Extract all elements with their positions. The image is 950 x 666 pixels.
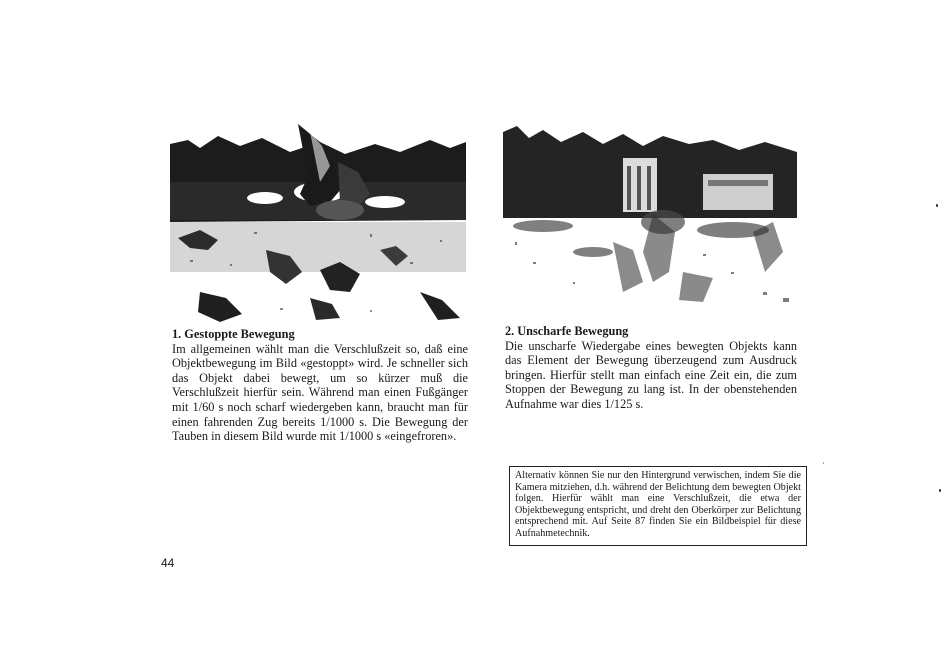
scan-speck (939, 489, 941, 492)
section-body: Im allgemeinen wählt man die Verschlußzeit so, daß eine Objektbewegung im Bild «gestoppt» wird. Je schneller sich das Objekt dabei bewegt, um so kürzer muß die Verschlußzeit hierfür sein. Während man einen Fußgänger mit 1/60 s noch scharf wiedergeben kann, braucht man für einen fahrenden Zug bereits 1/1000 s. Die Bewegung der Tauben in diesem Bild wurde mit 1/1000 s «eingefroren». (172, 341, 468, 444)
section-body: Die unscharfe Wiedergabe eines bewegten Objekts kann das Element der Bewegung überzeugend zum Ausdruck bringen. Hierfür stellt man einfach eine Zeit ein, die zum Stoppen der Bewegung zu lang ist. In der obenstehenden Aufnahme war dies 1/125 s. (505, 338, 797, 411)
section-heading: 1. Gestoppte Bewegung (172, 327, 295, 341)
section-blurred-motion (505, 324, 797, 412)
section-stopped-motion (172, 327, 468, 444)
section-heading: 2. Unscharfe Bewegung (505, 324, 629, 338)
scan-speck (936, 204, 938, 207)
photo-blurred-pigeons (503, 122, 797, 312)
page-number: 44 (161, 556, 175, 570)
photo-frozen-pigeons (170, 122, 466, 322)
scan-speck (823, 462, 824, 464)
info-box: Alternativ können Sie nur den Hintergrund verwischen, indem Sie die Kamera mitziehen, d.h. während der Belichtung dem bewegten Objekt folgen. Hierfür wählt man eine Verschlußzeit, die etwa der Objektbewegung entspricht, und dreht den Oberkörper zur Belichtung entsprechend mit. Auf Seite 87 finden Sie ein Bildbeispiel für diese Aufnahmetechnik. (509, 466, 807, 546)
